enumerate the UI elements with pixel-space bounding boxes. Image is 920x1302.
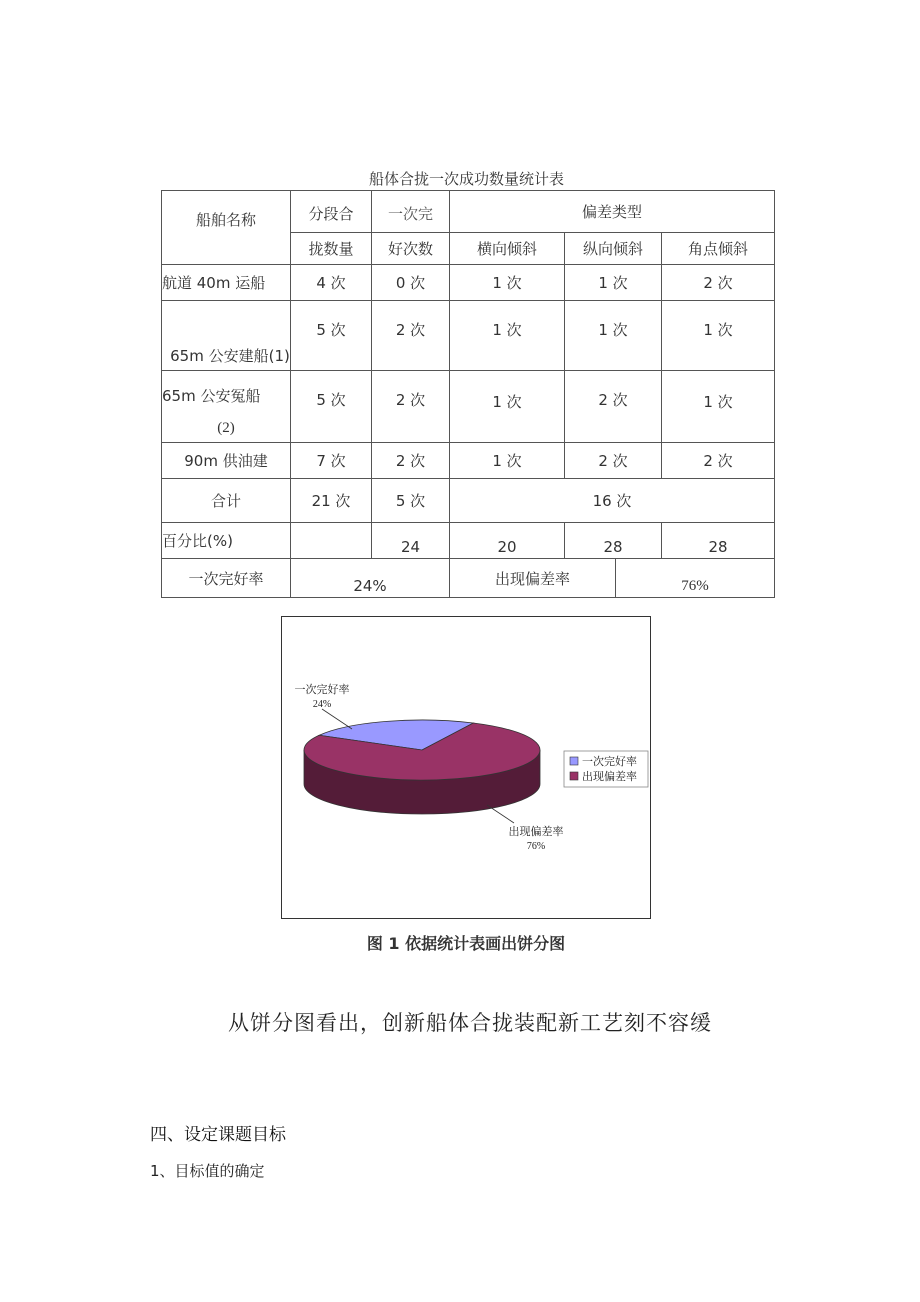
- legend-swatch: [570, 772, 578, 780]
- statistics-table: [161, 190, 775, 598]
- deviation-rate-label: 出现偏差率: [450, 559, 616, 597]
- table-row: [162, 265, 775, 301]
- perfect-cell: 2 次: [372, 371, 450, 443]
- ship-name-cell: 航道 40m 运船: [162, 265, 291, 301]
- leader-line: [487, 805, 514, 823]
- header-corner: 角点倾斜: [662, 233, 775, 265]
- total-deviation: 16 次: [450, 479, 775, 523]
- percent-perfect: 24: [372, 523, 450, 559]
- perfect-rate-value: 24%: [291, 559, 450, 598]
- ship-name-line1: 65m 公安冤船: [162, 387, 261, 405]
- pie-chart: [282, 617, 650, 918]
- header-perfect-line1: 一次完: [372, 191, 450, 233]
- longitudinal-cell: 1 次: [565, 301, 662, 371]
- header-ship-name: 船舶名称: [162, 191, 291, 265]
- segment-cell: 5 次: [291, 301, 372, 371]
- longitudinal-cell: 1 次: [565, 265, 662, 301]
- pie-chart-frame: [281, 616, 651, 919]
- ship-name-cell: 90m 供油建: [162, 443, 291, 479]
- segment-cell: 4 次: [291, 265, 372, 301]
- perfect-cell: 0 次: [372, 265, 450, 301]
- corner-cell: 2 次: [662, 443, 775, 479]
- ship-name-line2: (2): [217, 420, 235, 436]
- header-longitudinal: 纵向倾斜: [565, 233, 662, 265]
- table-row: [162, 371, 775, 443]
- table-title: 船体合拢一次成功数量统计表: [368, 170, 564, 188]
- longitudinal-cell: 2 次: [565, 443, 662, 479]
- total-perfect: 5 次: [372, 479, 450, 523]
- rates-row: [162, 559, 775, 598]
- lateral-cell: 1 次: [450, 371, 565, 443]
- conclusion-text: 从饼分图看出，创新船体合拢装配新工艺刻不容缓: [228, 1011, 712, 1035]
- header-lateral: 横向倾斜: [450, 233, 565, 265]
- total-row: [162, 479, 775, 523]
- percent-corner: 28: [662, 523, 775, 559]
- table-row: [162, 443, 775, 479]
- corner-cell: 2 次: [662, 265, 775, 301]
- slice-value-label: 76%: [526, 841, 546, 852]
- sub-heading: 1、目标值的确定: [150, 1162, 265, 1180]
- slice-label: 一次完好率: [294, 683, 350, 696]
- legend-swatch: [570, 757, 578, 765]
- lateral-cell: 1 次: [450, 265, 565, 301]
- ship-name-cell: 65m 公安建船(1): [162, 301, 291, 371]
- perfect-cell: 2 次: [372, 301, 450, 371]
- corner-cell: 1 次: [662, 301, 775, 371]
- header-perfect-line2: 好次数: [372, 233, 450, 265]
- header-segment-line1: 分段合: [291, 191, 372, 233]
- corner-cell: 1 次: [662, 371, 775, 443]
- perfect-rate-label: 一次完好率: [162, 559, 291, 598]
- deviation-rate-value: 76%: [681, 578, 709, 594]
- percent-longitudinal: 28: [565, 523, 662, 559]
- section-heading: 四、设定课题目标: [150, 1125, 286, 1145]
- total-label: 合计: [162, 479, 291, 523]
- header-deviation-type: 偏差类型: [450, 191, 775, 233]
- table-row: [162, 301, 775, 371]
- ship-name-cell: [162, 371, 291, 443]
- segment-cell: 5 次: [291, 371, 372, 443]
- slice-label: 出现偏差率: [508, 825, 564, 838]
- deviation-rate-cell: [450, 559, 775, 598]
- leader-line: [322, 709, 352, 729]
- figure-caption: 图 1 依据统计表画出饼分图: [366, 934, 566, 953]
- lateral-cell: 1 次: [450, 443, 565, 479]
- longitudinal-cell: 2 次: [565, 371, 662, 443]
- segment-cell: 7 次: [291, 443, 372, 479]
- header-segment-line2: 拢数量: [291, 233, 372, 265]
- legend-label: 出现偏差率: [582, 770, 637, 783]
- slice-value-label: 24%: [312, 699, 332, 710]
- legend-label: 一次完好率: [582, 755, 637, 768]
- percent-lateral: 20: [450, 523, 565, 559]
- perfect-cell: 2 次: [372, 443, 450, 479]
- percent-label: 百分比(%): [162, 523, 291, 559]
- lateral-cell: 1 次: [450, 301, 565, 371]
- total-segment: 21 次: [291, 479, 372, 523]
- percent-segment-empty: [291, 523, 372, 559]
- percent-row: [162, 523, 775, 559]
